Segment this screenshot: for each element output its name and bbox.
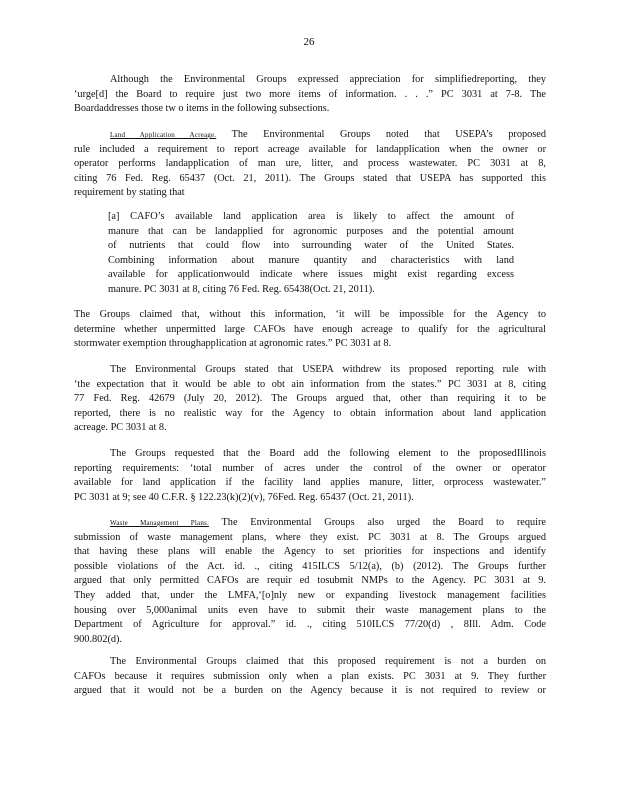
text-line: 77 Fed. Reg. 42679 (July 20, 2012). The Groups argued that, other than requiring it to be — [74, 393, 546, 405]
text-line: ‘urge[d] the Board to require just two more items of information. . . .” PC 3031 at 7-8. The — [74, 88, 546, 100]
text-line: [a] CAFO’s available land application area is likely to affect the amount of — [108, 211, 514, 222]
text-line: 900.802(d). — [74, 633, 123, 645]
text-line: citing 76 Fed. Reg. 65437 (Oct. 21, 2011). The Groups stated that USEPA has supported this — [74, 172, 546, 184]
text-line: that having these plans will enable the Agency to set priorities for inspections and identify — [74, 546, 546, 558]
text-line: of nutrients that could flow into surrounding water of the United States. — [108, 240, 514, 252]
text-line: rule included a requirement to report acreage available for landapplication when the owner or — [74, 143, 546, 155]
text-line: The Environmental Groups stated that USEPA withdrew its proposed reporting rule with — [110, 364, 546, 375]
text-line: The Environmental Groups claimed that this proposed requirement is not a burden on — [110, 656, 546, 667]
text-line: acreage. PC 3031 at 8. — [74, 422, 167, 434]
text-line: available for applicationwould indicate where issues might exist regarding excess — [108, 269, 514, 281]
text-line: stormwater exemption throughapplication at agronomic rates.” PC 3031 at 8. — [74, 338, 392, 350]
text-line: requirement by stating that — [74, 187, 185, 199]
text-line: housing over 5,000animal units even have to submit their waste management plans to the — [74, 604, 546, 616]
text-line: available for land application if the facility land applies manure, litter, orprocess wastewater.” — [74, 477, 546, 489]
text-line — [74, 128, 546, 143]
text-line: reporting requirements: ‘total number of acres under the control of the owner or operator — [74, 462, 546, 474]
text-line: operator performs landapplication of man ure, litter, and process wastewater. PC 3031 at 8, — [74, 158, 546, 170]
text-line: The Groups claimed that, without this information, ‘it will be impossible for the Agency to — [74, 309, 546, 320]
section-heading: Land Application Acreage. — [110, 131, 217, 139]
text-line: Although the Environmental Groups expressed appreciation for simplifiedreporting, they — [110, 74, 546, 85]
text-line — [74, 516, 546, 531]
paragraph — [74, 447, 546, 505]
text-line: submission of waste management plans, where they exist. PC 3031 at 8. The Groups argued — [74, 531, 546, 543]
page-number: 26 — [303, 36, 315, 48]
text-line: The Groups requested that the Board add the following element to the proposedIllinois — [110, 448, 546, 459]
text-line-rest: The Environmental Groups also urged the Board to require — [221, 517, 546, 528]
paragraph — [74, 128, 546, 201]
text-line: PC 3031 at 9; see 40 C.F.R. § 122.23(k)(2)(v), 76Fed. Reg. 65437 (Oct. 21, 2011). — [74, 491, 414, 503]
paragraph — [74, 73, 546, 117]
text-line: manure. PC 3031 at 8, citing 76 Fed. Reg. 65438(Oct. 21, 2011). — [108, 283, 375, 295]
text-line: Combining information about manure quantity and characteristics with land — [108, 254, 514, 266]
text-line: They added that, under the LMFA,‘[o]nly new or expanding livestock management facilities — [74, 589, 546, 601]
text-line: reported, there is no realistic way for the Agency to obtain information about land application — [74, 407, 546, 419]
paragraph — [74, 308, 546, 352]
text-line: manure that can be landapplied for agronomic purposes and the potential amount — [108, 225, 514, 237]
section-heading: Waste Management Plans. — [110, 519, 209, 527]
paragraph — [74, 516, 546, 647]
text-line-rest: The Environmental Groups noted that USEPA’s proposed — [231, 129, 546, 140]
text-line: Boardaddresses those tw o items in the following subsections. — [74, 103, 330, 115]
text-line: possible violations of the Act. id. ., citing 415ILCS 5/12(a), (b) (2012). The Groups further — [74, 560, 546, 572]
text-line: argued that it would not be a burden on the Agency because it is not required to review or — [74, 685, 546, 697]
text-line: determine whether unpermitted large CAFOs have enough acreage to qualify for the agricultural — [74, 323, 546, 335]
paragraph — [74, 363, 546, 436]
text-line: CAFOs because it requires submission only when a plan exists. PC 3031 at 9. They further — [74, 670, 546, 682]
text-line: argued that only permitted CAFOs are requir ed tosubmit NMPs to the Agency. PC 3031 at 9. — [74, 575, 546, 587]
block-quote — [108, 210, 514, 298]
text-line: Department of Agriculture for approval.” id. ., citing 510ILCS 77/20(d) , 8Ill. Adm. Code — [74, 619, 546, 631]
paragraph — [74, 655, 546, 699]
text-line: ‘the expectation that it would be able to obt ain information from the states.” PC 3031 at 8, citing — [74, 378, 546, 390]
